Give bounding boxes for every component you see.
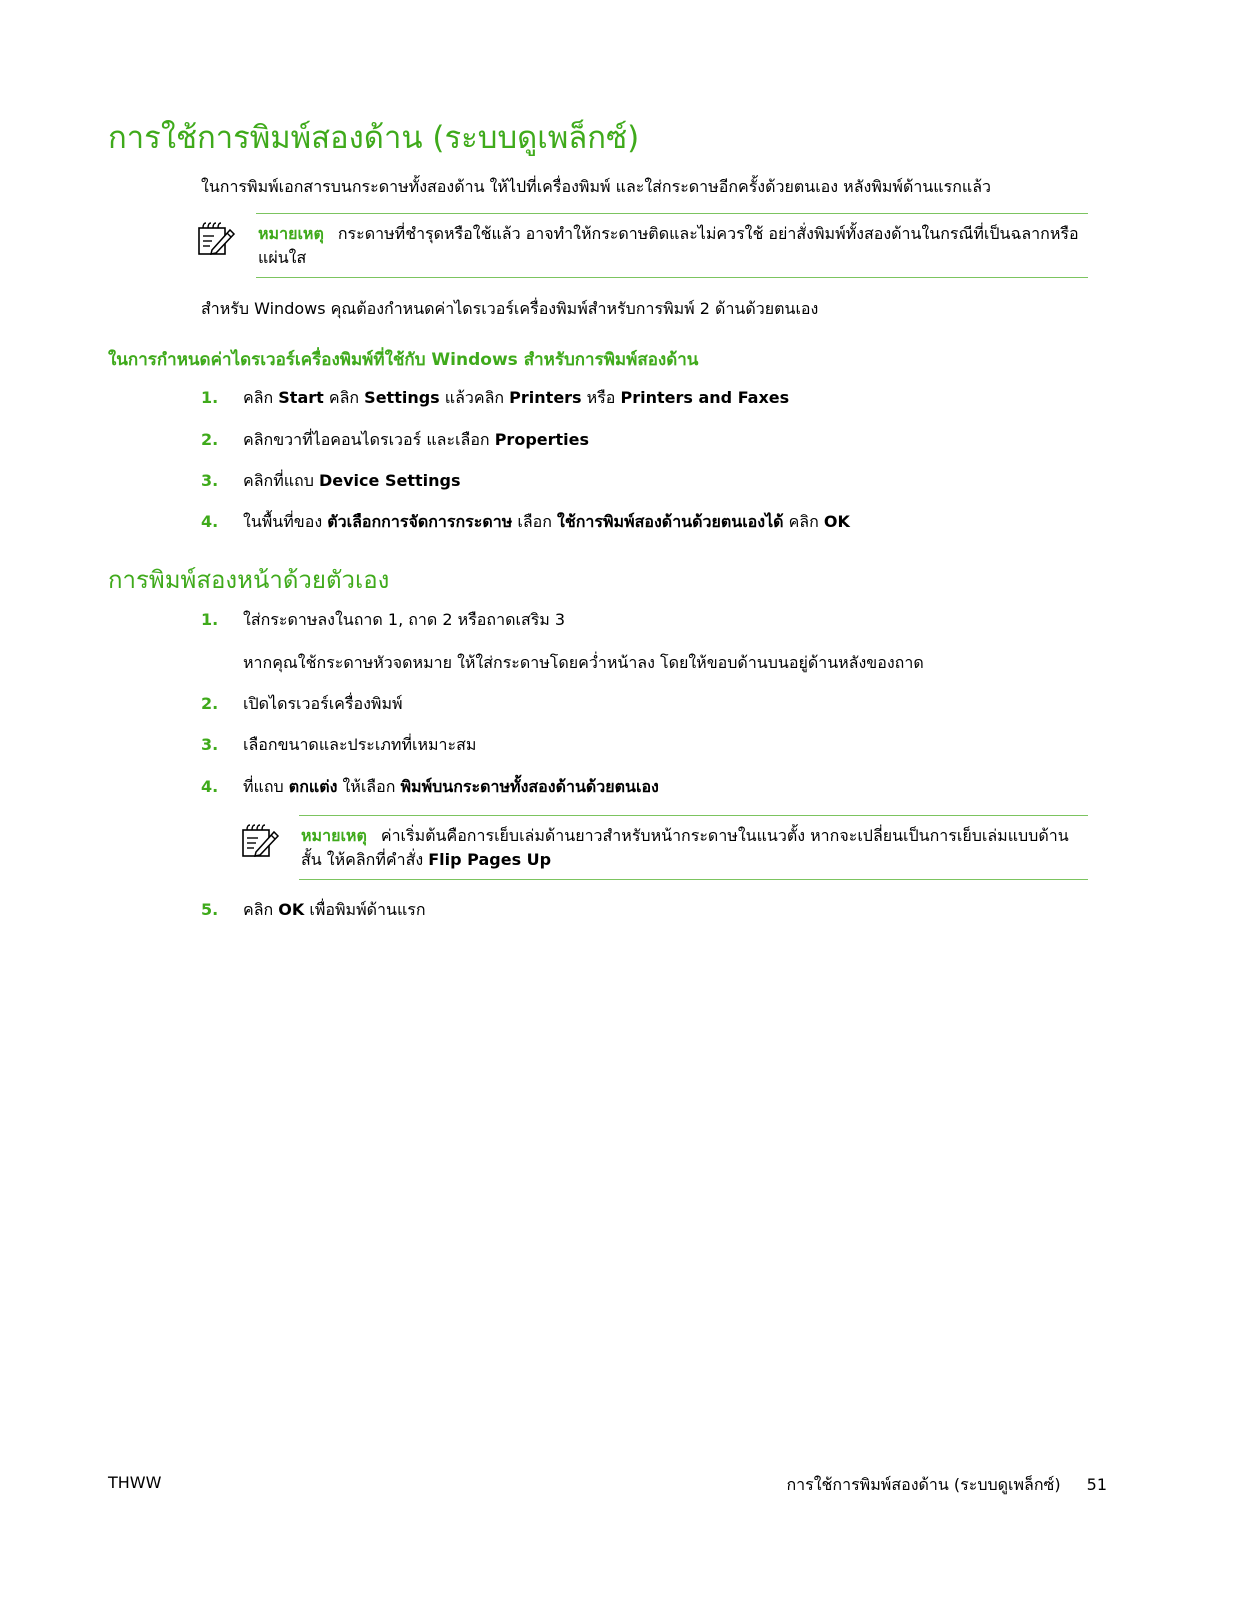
list-item: 1. คลิก Start คลิก Settings แล้วคลิก Printers หรือ Printers and Faxes — [201, 388, 790, 407]
list-item: 4. ในพื้นที่ของ ตัวเลือกการจัดการกระดาษ เลือก ใช้การพิมพ์สองด้านด้วยตนเองได้ คลิก OK — [201, 512, 850, 531]
note-label: หมายเหตุ — [258, 224, 324, 243]
note-label: หมายเหตุ — [301, 826, 367, 845]
note-text — [258, 222, 1086, 270]
section-title: การพิมพ์สองหน้าด้วยตัวเอง — [108, 566, 390, 594]
list-item: 3. คลิกที่แถบ Device Settings — [201, 471, 461, 490]
intro-paragraph: ในการพิมพ์เอกสารบนกระดาษทั้งสองด้าน ให้ไปที่เครื่องพิมพ์ และใส่กระดาษอีกครั้งด้วยตนเอง หลังพิมพ์ด้านแรกแล้ว — [201, 177, 991, 196]
footer-title: การใช้การพิมพ์สองด้าน (ระบบดูเพล็กซ์) — [786, 1475, 1061, 1494]
windows-paragraph: สำหรับ Windows คุณต้องกำหนดค่าไดรเวอร์เครื่องพิมพ์สำหรับการพิมพ์ 2 ด้านด้วยตนเอง — [201, 299, 819, 318]
page-number: 51 — [1086, 1475, 1107, 1494]
page-title: การใช้การพิมพ์สองด้าน (ระบบดูเพล็กซ์) — [108, 120, 640, 156]
list-item: 1. ใส่กระดาษลงในถาด 1, ถาด 2 หรือถาดเสริม 3 — [201, 610, 566, 629]
note-icon — [196, 220, 236, 258]
note-text: หมายเหตุ ค่าเริ่มต้นคือการเย็บเล่มด้านยาวสำหรับหน้ากระดาษในแนวตั้ง หากจะเปลี่ยนเป็นการเย็บเล่มแบบด้านสั้น ให้คลิกที่คำสั่ง Flip Pages Up — [301, 826, 1069, 869]
footer-right — [786, 1473, 1107, 1498]
list-item: 5. คลิก OK เพื่อพิมพ์ด้านแรก — [201, 900, 426, 919]
note-icon — [240, 822, 280, 860]
list-item: 2. เปิดไดรเวอร์เครื่องพิมพ์ — [201, 694, 403, 713]
footer-left: THWW — [108, 1473, 162, 1492]
list-item: 4. ที่แถบ ตกแต่ง ให้เลือก พิมพ์บนกระดาษทั้งสองด้านด้วยตนเอง — [201, 777, 659, 796]
list-item: 2. คลิกขวาที่ไอคอนไดรเวอร์ และเลือก Properties — [201, 430, 590, 449]
note-body: กระดาษที่ชำรุดหรือใช้แล้ว อาจทำให้กระดาษติดและไม่ควรใช้ อย่าสั่งพิมพ์ทั้งสองด้านในกรณีที่เป็นฉลากหรือแผ่นใส — [258, 224, 1079, 267]
list-item: 3. เลือกขนาดและประเภทที่เหมาะสม — [201, 735, 477, 754]
list-item: หากคุณใช้กระดาษหัวจดหมาย ให้ใส่กระดาษโดยคว่ำหน้าลง โดยให้ขอบด้านบนอยู่ด้านหลังของถาด — [243, 653, 924, 672]
procedure-heading: ในการกำหนดค่าไดรเวอร์เครื่องพิมพ์ที่ใช้กับ Windows สำหรับการพิมพ์สองด้าน — [108, 350, 699, 370]
